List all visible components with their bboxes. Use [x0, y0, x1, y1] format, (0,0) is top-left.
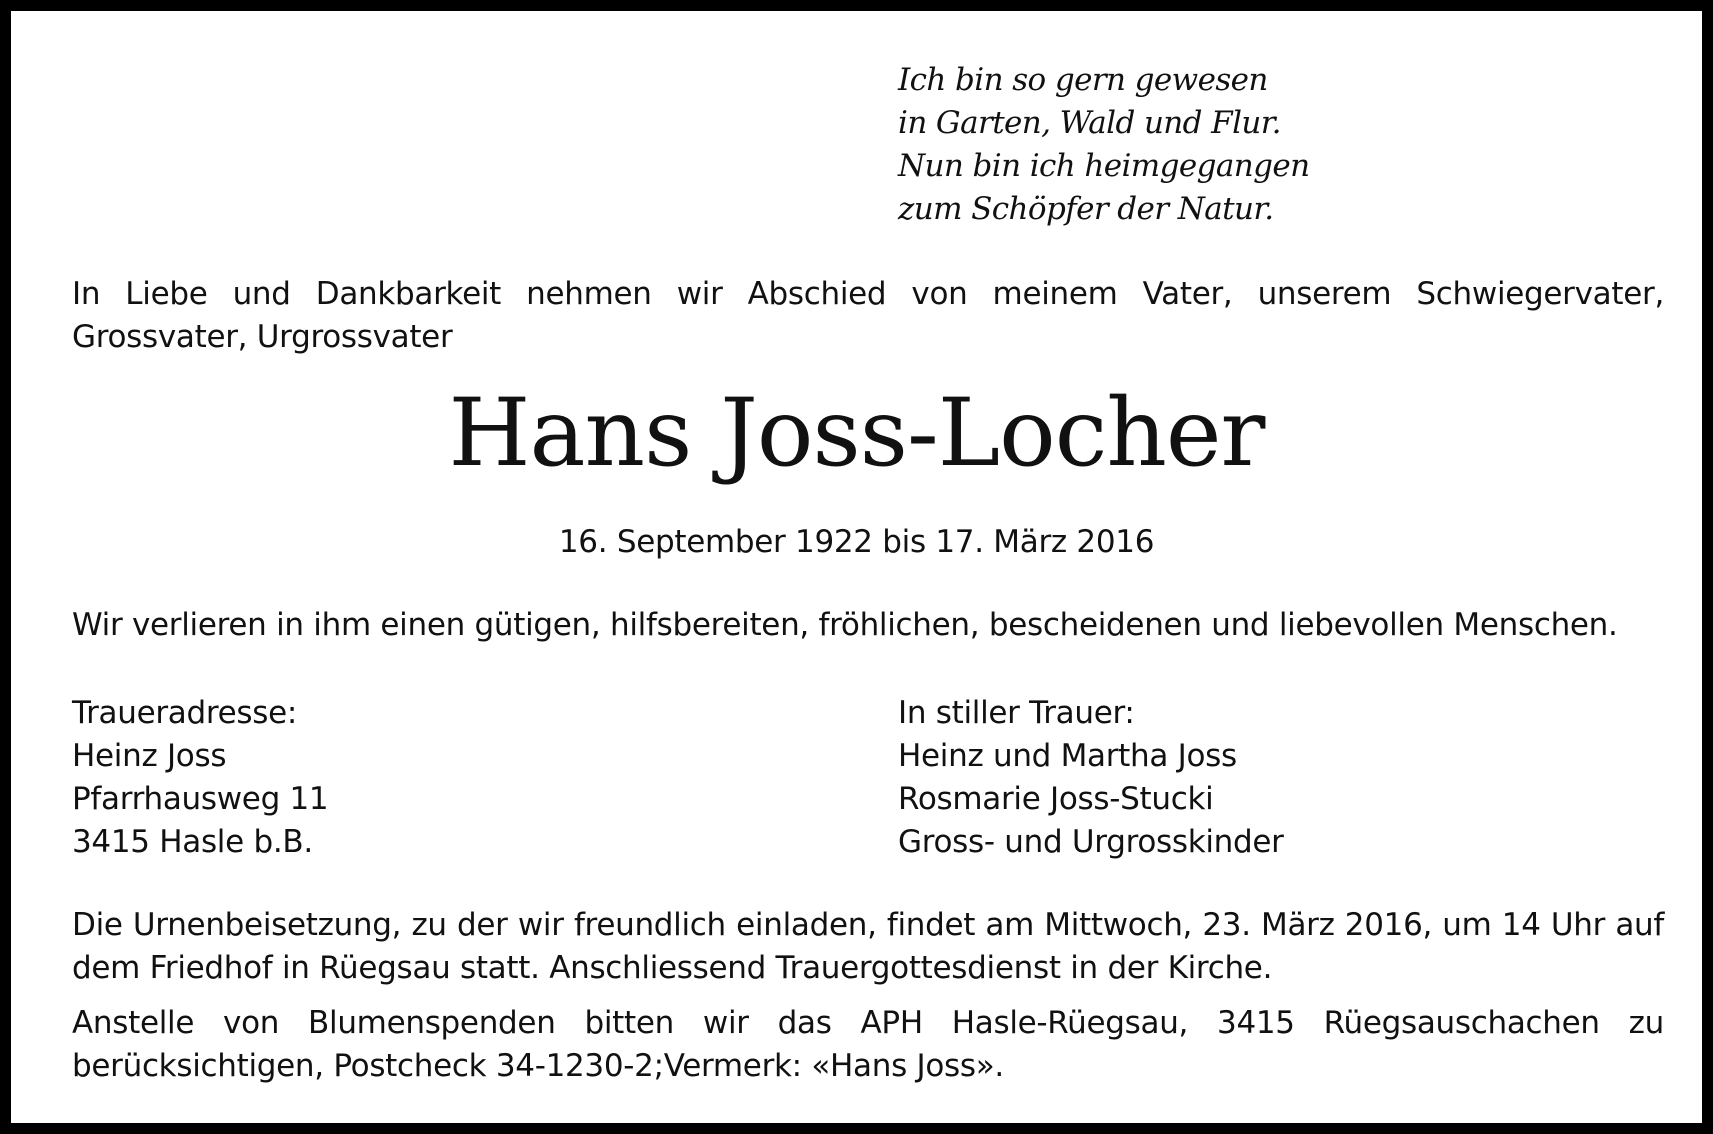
- mourners-list: [898, 692, 1284, 864]
- mourners-heading: In stiller Trauer:: [898, 695, 1135, 731]
- ceremony-text: Die Urnenbeisetzung, zu der wir freundlich einladen, findet am Mittwoch, 23. März 2016, um 14 Uhr auf dem Friedhof in Rüegsau statt. Anschliessend Trauergottesdienst in der Kirche.: [72, 907, 1664, 986]
- mourning-address-line: Pfarrhausweg 11: [72, 781, 329, 817]
- life-dates: 16. September 1922 bis 17. März 2016: [558, 524, 1155, 560]
- mourning-address-heading: Traueradresse:: [72, 695, 298, 731]
- mourner-entry: Gross- und Urgrosskinder: [898, 824, 1284, 860]
- mourning-address-line: 3415 Hasle b.B.: [72, 824, 313, 860]
- poem-line: zum Schöpfer der Natur.: [898, 191, 1274, 227]
- mourning-address-line: Heinz Joss: [72, 738, 227, 774]
- tribute-text: Wir verlieren in ihm einen gütigen, hilfsbereiten, fröhlichen, bescheidenen und liebevollen Menschen.: [72, 607, 1618, 643]
- poem: [898, 59, 1309, 231]
- poem-line: Nun bin ich heimgegangen: [898, 148, 1310, 184]
- donation-text: Anstelle von Blumenspenden bitten wir das APH Hasle-Rüegsau, 3415 Rüegsauschachen zu berücksichtigen, Postcheck 34-1230-2;Vermerk: «Hans Joss».: [72, 1005, 1664, 1084]
- poem-line: in Garten, Wald und Flur.: [898, 105, 1281, 141]
- mourning-address: [72, 692, 328, 864]
- mourner-entry: Heinz und Martha Joss: [898, 738, 1237, 774]
- deceased-name: Hans Joss-Locher: [448, 379, 1265, 488]
- intro-text: In Liebe und Dankbarkeit nehmen wir Abschied von meinem Vater, unserem Schwiegervater, Grossvater, Urgrossvater: [72, 276, 1664, 355]
- mourner-entry: Rosmarie Joss-Stucki: [898, 781, 1214, 817]
- poem-line: Ich bin so gern gewesen: [898, 62, 1268, 98]
